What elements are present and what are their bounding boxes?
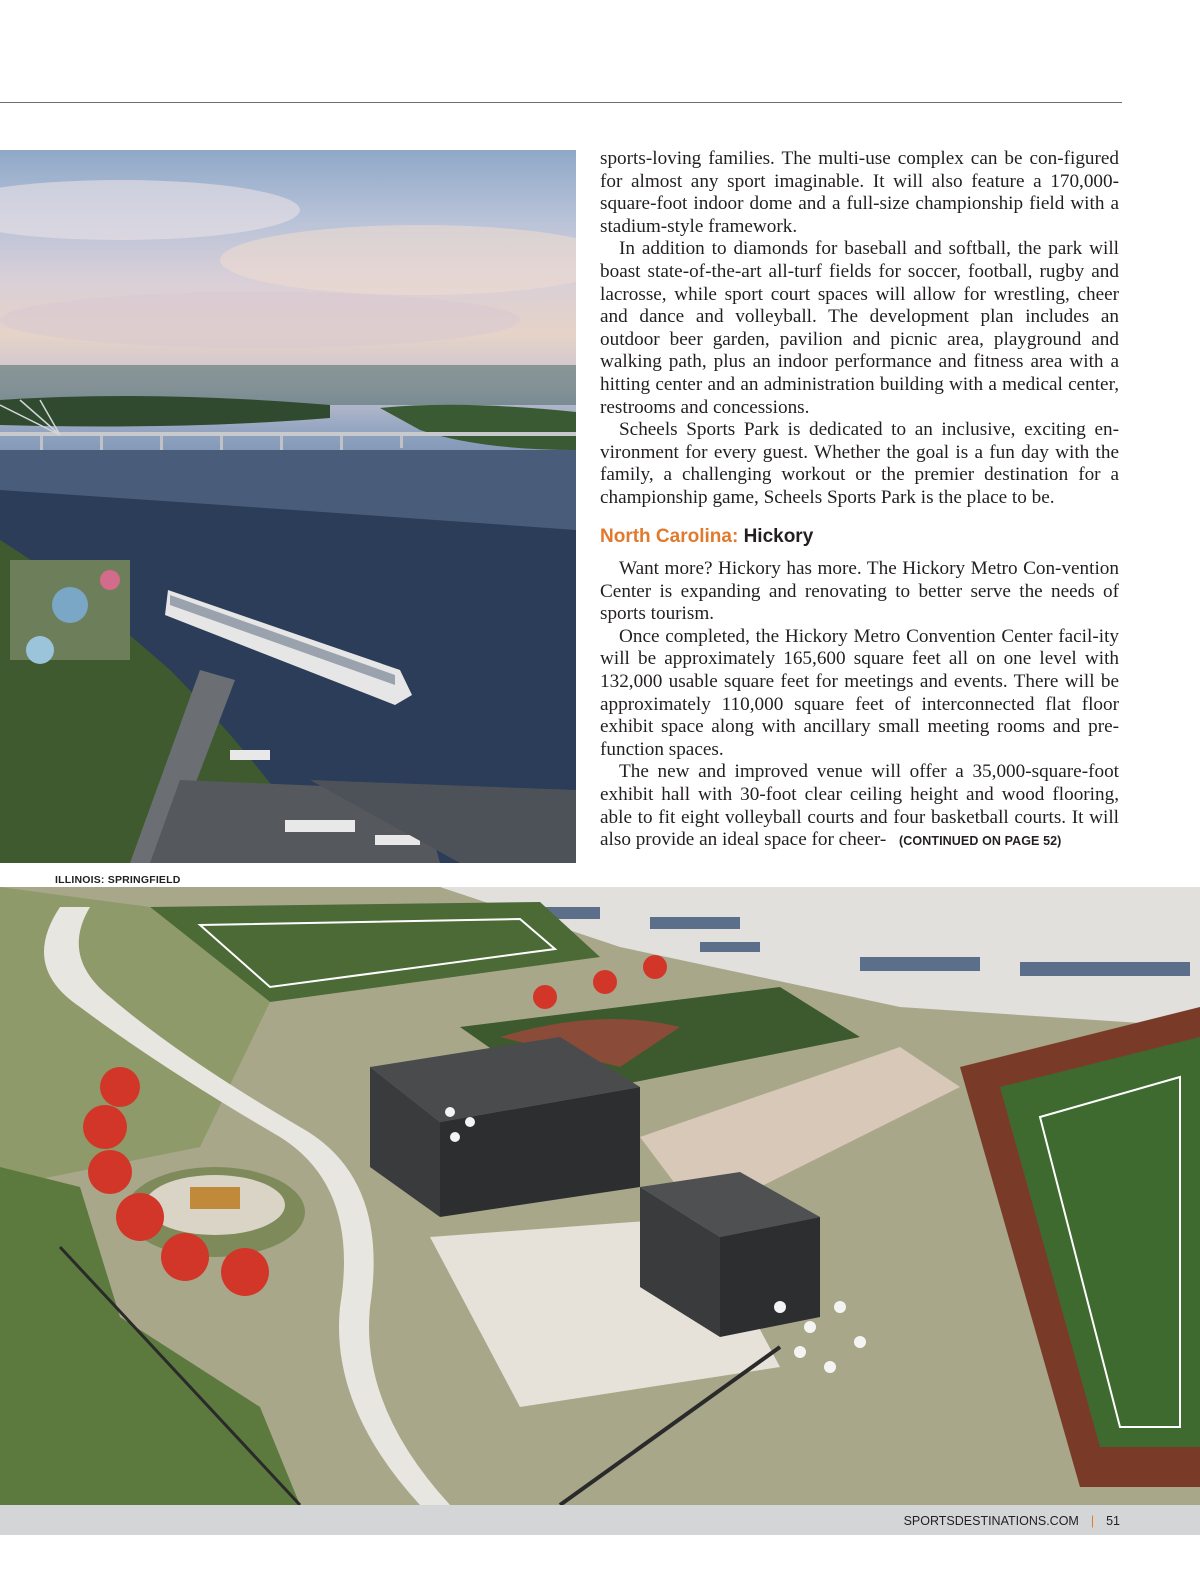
footer-separator: | bbox=[1090, 1514, 1095, 1528]
subhead-city: Hickory bbox=[743, 525, 814, 547]
paragraph: sports-loving families. The multi-use complex can be con-figured for almost any sport imaginable. It will also feature a 170,000-square-foot indoor dome and a full-size championship field with a stadium-style framework. bbox=[600, 148, 1119, 237]
paragraph-last bbox=[600, 761, 1119, 852]
paragraph: Once completed, the Hickory Metro Convention Center facil-ity will be approximately 165,600 square feet all on one level with 132,000 usable square feet for meetings and events. There will be approximately 110,000 square feet of interconnected flat floor exhibit space along with ancillary small meeting rooms and pre-function spaces. bbox=[600, 625, 1119, 760]
aerial-river-photo bbox=[0, 150, 576, 863]
paragraph: In addition to diamonds for baseball and softball, the park will boast state-of-the-art all-turf fields for soccer, football, rugby and lacrosse, while sport court spaces will allow for wrestling, cheer and dance and volleyball. The development plan includes an outdoor beer garden, pavilion and picnic area, playground and walking path, plus an indoor performance and fitness area with a hitting center and an administration building with a medical center, restrooms and concessions. bbox=[600, 238, 1119, 418]
page-number: 51 bbox=[1106, 1514, 1120, 1528]
continued-notice: (CONTINUED ON PAGE 52) bbox=[899, 834, 1062, 849]
sports-park-rendering bbox=[0, 887, 1200, 1505]
photo-caption: ILLINOIS: SPRINGFIELD bbox=[55, 874, 181, 886]
section-subhead bbox=[600, 526, 1119, 549]
subhead-state: North Carolina: bbox=[600, 525, 739, 547]
paragraph-text: The new and improved venue will offer a 35,000-square-foot exhibit hall with 30-foot clear ceiling height and wood flooring, able to fit eight volleyball courts and four basketball courts. It will also provide an ideal space for cheer- bbox=[600, 761, 1119, 851]
top-rule bbox=[0, 102, 1122, 103]
paragraph: Scheels Sports Park is dedicated to an inclusive, exciting en-vironment for every guest. Whether the goal is a fun day with the family, a challenging workout or the premier destination for a championship game, Scheels Sports Park is the place to be. bbox=[600, 419, 1119, 508]
footer-site: SPORTSDESTINATIONS.COM bbox=[903, 1514, 1079, 1528]
article-text-column bbox=[600, 148, 1119, 853]
paragraph: Want more? Hickory has more. The Hickory Metro Con-vention Center is expanding and renovating to better serve the needs of sports tourism. bbox=[600, 558, 1119, 625]
footer bbox=[904, 1514, 1120, 1528]
